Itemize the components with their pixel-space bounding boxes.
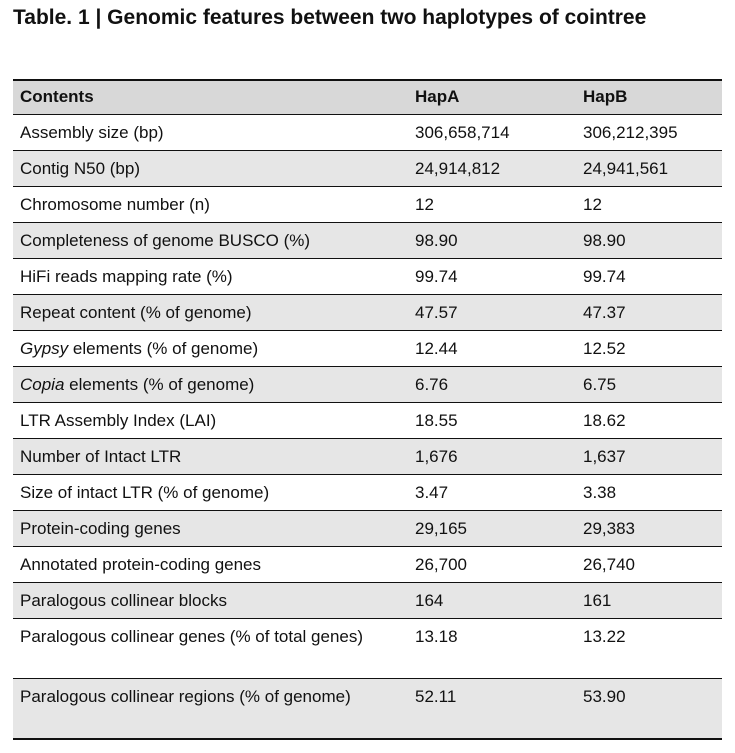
row-label-italic: Copia — [20, 375, 65, 394]
hapa-value: 18.55 — [408, 403, 576, 439]
table-row — [13, 403, 722, 439]
table-header — [13, 80, 722, 115]
table-body — [13, 115, 722, 739]
hapa-value: 6.76 — [408, 367, 576, 403]
table-row — [13, 619, 722, 679]
table-row — [13, 439, 722, 475]
row-label: LTR Assembly Index (LAI) — [13, 403, 408, 439]
header-contents: Contents — [20, 87, 94, 106]
table-row — [13, 115, 722, 151]
table-row — [13, 367, 722, 403]
hapa-value: 26,700 — [408, 547, 576, 583]
row-label: Size of intact LTR (% of genome) — [13, 475, 408, 511]
hapb-value: 29,383 — [576, 511, 722, 547]
row-label: Protein-coding genes — [13, 511, 408, 547]
row-label: Completeness of genome BUSCO (%) — [13, 223, 408, 259]
table-row — [13, 259, 722, 295]
header-row — [13, 80, 722, 115]
table-row — [13, 679, 722, 739]
row-label — [13, 367, 408, 403]
hapa-value: 29,165 — [408, 511, 576, 547]
hapb-value: 161 — [576, 583, 722, 619]
table-row — [13, 151, 722, 187]
hapb-value: 12 — [576, 187, 722, 223]
table-row — [13, 547, 722, 583]
genomic-features-table — [13, 79, 722, 740]
table-row — [13, 475, 722, 511]
hapa-value: 12.44 — [408, 331, 576, 367]
row-label — [13, 331, 408, 367]
hapb-value: 3.38 — [576, 475, 722, 511]
hapa-value: 306,658,714 — [408, 115, 576, 151]
hapb-value: 47.37 — [576, 295, 722, 331]
row-label: Paralogous collinear blocks — [13, 583, 408, 619]
hapb-value: 53.90 — [576, 679, 722, 739]
hapb-value: 6.75 — [576, 367, 722, 403]
row-label: Paralogous collinear genes (% of total genes) — [13, 619, 408, 679]
header-hapb: HapB — [583, 87, 628, 106]
row-label-rest: elements (% of genome) — [64, 375, 255, 394]
table-row — [13, 223, 722, 259]
row-label: Chromosome number (n) — [13, 187, 408, 223]
row-label: Annotated protein-coding genes — [13, 547, 408, 583]
hapa-value: 52.11 — [408, 679, 576, 739]
row-label-rest: elements (% of genome) — [68, 339, 259, 358]
hapa-value: 47.57 — [408, 295, 576, 331]
hapb-value: 13.22 — [576, 619, 722, 679]
hapa-value: 99.74 — [408, 259, 576, 295]
table-row — [13, 187, 722, 223]
header-hapa: HapA — [415, 87, 460, 106]
row-label: Assembly size (bp) — [13, 115, 408, 151]
hapa-value: 1,676 — [408, 439, 576, 475]
hapa-value: 13.18 — [408, 619, 576, 679]
table-row — [13, 511, 722, 547]
hapa-value: 98.90 — [408, 223, 576, 259]
hapb-value: 99.74 — [576, 259, 722, 295]
row-label: Repeat content (% of genome) — [13, 295, 408, 331]
hapb-value: 18.62 — [576, 403, 722, 439]
hapa-value: 3.47 — [408, 475, 576, 511]
table-title: Table. 1 | Genomic features between two haplotypes of cointree — [13, 6, 647, 29]
hapb-value: 12.52 — [576, 331, 722, 367]
row-label-italic: Gypsy — [20, 339, 69, 358]
row-label: Paralogous collinear regions (% of genome) — [13, 679, 408, 739]
row-label: Number of Intact LTR — [13, 439, 408, 475]
row-label: Contig N50 (bp) — [13, 151, 408, 187]
hapa-value: 164 — [408, 583, 576, 619]
hapb-value: 306,212,395 — [576, 115, 722, 151]
table-row — [13, 331, 722, 367]
hapa-value: 24,914,812 — [408, 151, 576, 187]
row-label: HiFi reads mapping rate (%) — [13, 259, 408, 295]
hapb-value: 1,637 — [576, 439, 722, 475]
hapb-value: 98.90 — [576, 223, 722, 259]
hapb-value: 26,740 — [576, 547, 722, 583]
hapb-value: 24,941,561 — [576, 151, 722, 187]
table-row — [13, 583, 722, 619]
hapa-value: 12 — [408, 187, 576, 223]
table-row — [13, 295, 722, 331]
